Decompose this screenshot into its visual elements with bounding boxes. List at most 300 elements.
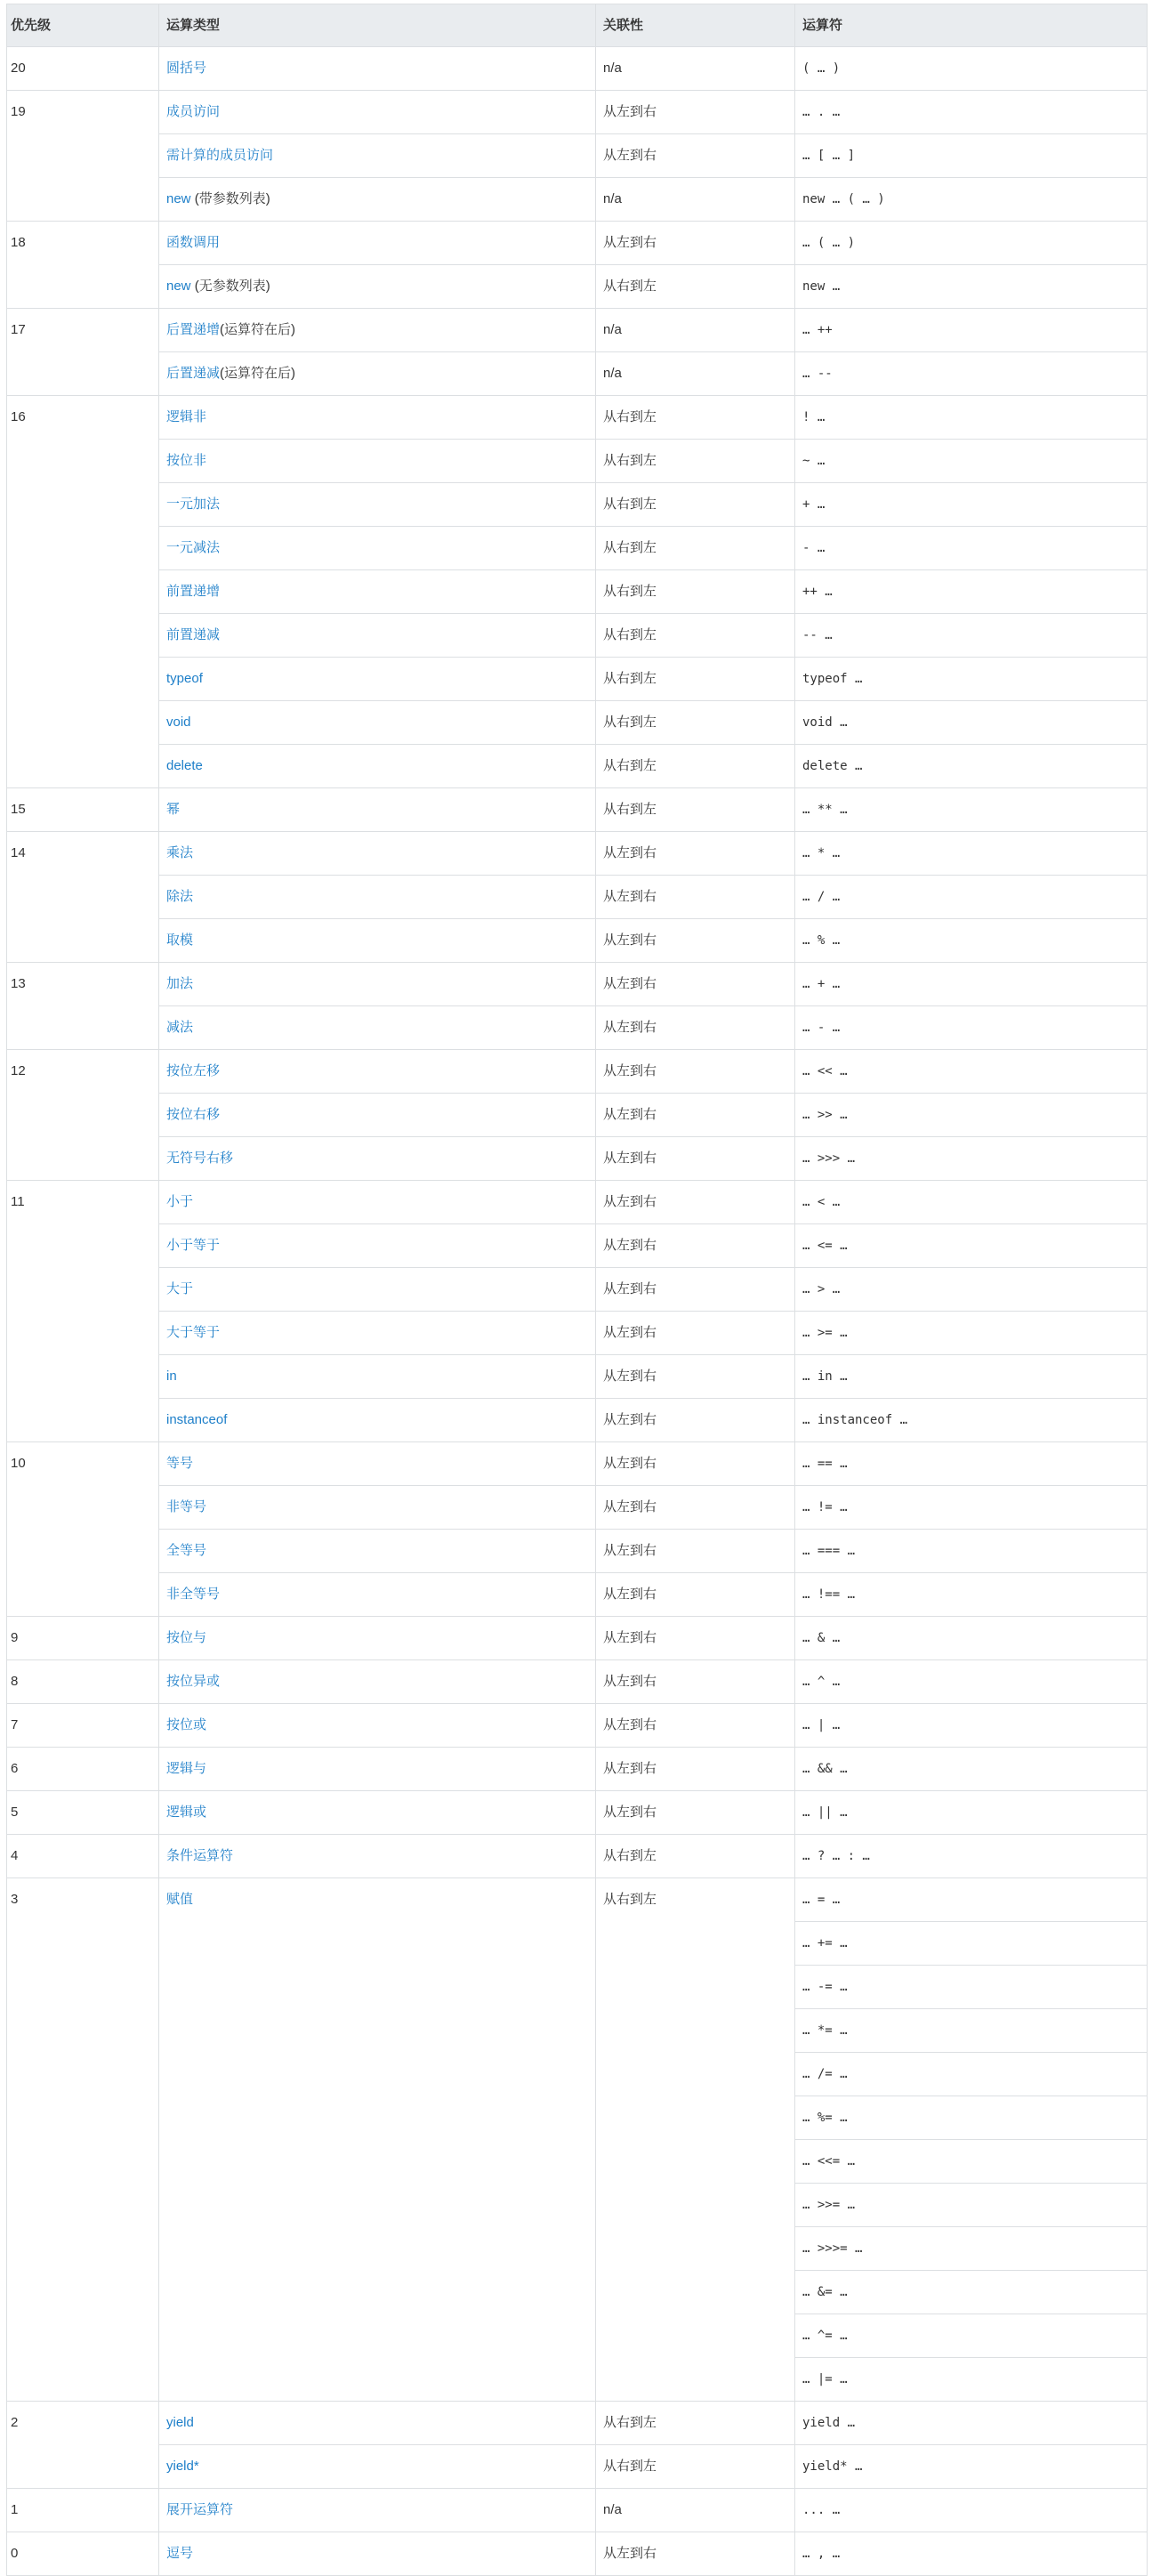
- operation-type-link[interactable]: yield: [166, 2415, 194, 2430]
- operation-type-link[interactable]: 函数调用: [166, 235, 221, 250]
- operation-type-suffix: (运算符在后): [220, 366, 296, 381]
- table-row: [7, 483, 1148, 527]
- operator-code: … !== …: [802, 1587, 856, 1602]
- operator-cell: [795, 483, 1148, 527]
- operation-type-cell: [159, 2532, 596, 2576]
- priority-cell: 3: [7, 1878, 159, 2402]
- operation-type-link[interactable]: 赋值: [166, 1892, 194, 1907]
- operation-type-cell: [159, 2489, 596, 2532]
- operator-cell: [795, 1355, 1148, 1399]
- operator-cell: [795, 222, 1148, 265]
- operation-type-cell: [159, 1486, 596, 1530]
- operation-type-link[interactable]: 逻辑非: [166, 409, 207, 424]
- operator-code: ! …: [802, 410, 826, 424]
- operation-type-cell: [159, 1006, 596, 1050]
- operation-type-link[interactable]: 按位左移: [166, 1063, 221, 1078]
- operation-type-link[interactable]: 大于等于: [166, 1325, 221, 1340]
- operator-cell: [795, 2140, 1148, 2184]
- associativity-cell: n/a: [596, 47, 795, 91]
- operator-code: … & …: [802, 1631, 841, 1645]
- operator-cell: [795, 1486, 1148, 1530]
- operator-cell: [795, 876, 1148, 919]
- operator-cell: [795, 2227, 1148, 2271]
- operator-code: … instanceof …: [802, 1413, 908, 1427]
- associativity-cell: 从左到右: [596, 1791, 795, 1835]
- operator-cell: [795, 1312, 1148, 1355]
- col-header-operator: 运算符: [795, 4, 1148, 47]
- priority-cell: 16: [7, 396, 159, 788]
- operator-cell: [795, 91, 1148, 134]
- table-row: [7, 1268, 1148, 1312]
- operator-cell: [795, 1006, 1148, 1050]
- operator-cell: [795, 309, 1148, 352]
- associativity-cell: 从左到右: [596, 222, 795, 265]
- associativity-cell: 从左到右: [596, 1137, 795, 1181]
- operator-cell: [795, 1922, 1148, 1966]
- priority-cell: 19: [7, 91, 159, 222]
- operation-type-cell: [159, 1355, 596, 1399]
- associativity-cell: 从右到左: [596, 658, 795, 701]
- associativity-cell: 从右到左: [596, 614, 795, 658]
- operator-cell: [795, 1224, 1148, 1268]
- operation-type-link[interactable]: 无符号右移: [166, 1151, 234, 1166]
- operation-type-cell: [159, 1268, 596, 1312]
- operation-type-link[interactable]: typeof: [166, 671, 203, 686]
- operator-cell: [795, 919, 1148, 963]
- table-row: [7, 396, 1148, 440]
- operation-type-link[interactable]: 条件运算符: [166, 1848, 234, 1863]
- operator-code: … != …: [802, 1500, 848, 1514]
- operation-type-link[interactable]: 取模: [166, 933, 194, 948]
- col-header-priority: 优先级: [7, 4, 159, 47]
- operator-code: … <= …: [802, 1239, 848, 1253]
- operator-code: … == …: [802, 1457, 848, 1471]
- associativity-cell: 从左到右: [596, 1704, 795, 1748]
- operator-cell: [795, 47, 1148, 91]
- operation-type-link[interactable]: 非等号: [166, 1499, 207, 1514]
- operation-type-link[interactable]: 幂: [166, 802, 181, 817]
- operation-type-cell: [159, 483, 596, 527]
- operator-code: … --: [802, 367, 833, 381]
- table-row: [7, 134, 1148, 178]
- operator-code: … , …: [802, 2547, 841, 2561]
- operator-code: … >>>= …: [802, 2241, 863, 2256]
- operator-code: … ? … : …: [802, 1849, 870, 1863]
- table-row: [7, 2445, 1148, 2489]
- operator-code: … ** …: [802, 803, 848, 817]
- operation-type-cell: [159, 1704, 596, 1748]
- associativity-cell: 从右到左: [596, 1878, 795, 2402]
- operator-cell: [795, 1442, 1148, 1486]
- operator-cell: [795, 440, 1148, 483]
- associativity-cell: 从左到右: [596, 1573, 795, 1617]
- table-row: [7, 2489, 1148, 2532]
- operator-code: … . …: [802, 105, 841, 119]
- operator-code: … > …: [802, 1282, 841, 1296]
- associativity-cell: 从左到右: [596, 832, 795, 876]
- operation-type-cell: [159, 222, 596, 265]
- operator-cell: [795, 2096, 1148, 2140]
- operator-code: … || …: [802, 1805, 848, 1820]
- operation-type-link[interactable]: 一元减法: [166, 540, 221, 555]
- operation-type-link[interactable]: 大于: [166, 1281, 194, 1296]
- operator-cell: [795, 1835, 1148, 1878]
- table-row: [7, 570, 1148, 614]
- operation-type-link[interactable]: 加法: [166, 976, 194, 991]
- table-row: [7, 1224, 1148, 1268]
- operation-type-cell: [159, 1312, 596, 1355]
- operation-type-link[interactable]: 成员访问: [166, 104, 221, 119]
- associativity-cell: 从右到左: [596, 396, 795, 440]
- operation-type-link[interactable]: 后置递减: [166, 366, 221, 381]
- operation-type-link[interactable]: yield*: [166, 2459, 199, 2474]
- associativity-cell: 从左到右: [596, 1530, 795, 1573]
- operation-type-link[interactable]: 乘法: [166, 845, 194, 860]
- operator-code: … ++: [802, 323, 833, 337]
- operator-code: … -= …: [802, 1980, 848, 1994]
- table-row: [7, 1617, 1148, 1660]
- table-header: [7, 4, 1148, 47]
- priority-cell: 7: [7, 1704, 159, 1748]
- table-row: [7, 1312, 1148, 1355]
- operation-type-cell: [159, 178, 596, 222]
- operation-type-link[interactable]: 前置递减: [166, 627, 221, 642]
- operator-cell: [795, 134, 1148, 178]
- priority-cell: 20: [7, 47, 159, 91]
- operator-code: -- …: [802, 628, 833, 642]
- associativity-cell: 从右到左: [596, 745, 795, 788]
- operation-type-cell: [159, 265, 596, 309]
- operation-type-link[interactable]: 按位与: [166, 1630, 207, 1645]
- operator-cell: [795, 1617, 1148, 1660]
- table-row: [7, 527, 1148, 570]
- operator-code: … % …: [802, 933, 841, 948]
- operator-code: … /= …: [802, 2067, 848, 2081]
- associativity-cell: 从左到右: [596, 1486, 795, 1530]
- operation-type-link[interactable]: 等号: [166, 1456, 194, 1471]
- operation-type-cell: [159, 788, 596, 832]
- associativity-cell: 从右到左: [596, 788, 795, 832]
- operator-cell: [795, 2314, 1148, 2358]
- table-row: [7, 1791, 1148, 1835]
- table-row: [7, 963, 1148, 1006]
- operation-type-link[interactable]: 减法: [166, 1020, 194, 1035]
- associativity-cell: 从左到右: [596, 1399, 795, 1442]
- operator-code: … === …: [802, 1544, 856, 1558]
- operator-cell: [795, 745, 1148, 788]
- operator-cell: [795, 788, 1148, 832]
- operator-code: … &= …: [802, 2285, 848, 2299]
- associativity-cell: 从右到左: [596, 1835, 795, 1878]
- operation-type-link[interactable]: 除法: [166, 889, 194, 904]
- table-row: [7, 2532, 1148, 2576]
- operator-cell: [795, 1094, 1148, 1137]
- table-row: [7, 1660, 1148, 1704]
- table-row: [7, 178, 1148, 222]
- operation-type-link[interactable]: 小于等于: [166, 1238, 221, 1253]
- operation-type-link[interactable]: 前置递增: [166, 584, 221, 599]
- operation-type-cell: [159, 832, 596, 876]
- table-row: [7, 919, 1148, 963]
- operation-type-suffix: (运算符在后): [220, 322, 296, 337]
- operation-type-cell: [159, 309, 596, 352]
- operator-cell: [795, 1268, 1148, 1312]
- operator-code: … >>= …: [802, 2198, 856, 2212]
- operator-code: … - …: [802, 1021, 841, 1035]
- operator-cell: [795, 352, 1148, 396]
- table-row: [7, 222, 1148, 265]
- operator-code: void …: [802, 715, 848, 730]
- operation-type-cell: [159, 1530, 596, 1573]
- operator-code: … in …: [802, 1369, 848, 1384]
- operation-type-link[interactable]: new: [166, 279, 191, 294]
- operator-cell: [795, 1399, 1148, 1442]
- operator-code: … * …: [802, 846, 841, 860]
- associativity-cell: 从左到右: [596, 963, 795, 1006]
- table-row: [7, 1094, 1148, 1137]
- table-row: [7, 658, 1148, 701]
- associativity-cell: n/a: [596, 309, 795, 352]
- operation-type-link[interactable]: void: [166, 715, 191, 730]
- table-row: [7, 1835, 1148, 1878]
- table-row: [7, 47, 1148, 91]
- operator-code: - …: [802, 541, 826, 555]
- precedence-table-body: [7, 47, 1148, 2576]
- associativity-cell: n/a: [596, 2489, 795, 2532]
- operation-type-cell: [159, 1573, 596, 1617]
- operation-type-cell: [159, 1224, 596, 1268]
- operation-type-cell: [159, 2402, 596, 2445]
- operation-type-link[interactable]: 逻辑或: [166, 1805, 207, 1820]
- associativity-cell: 从左到右: [596, 1355, 795, 1399]
- table-row: [7, 1748, 1148, 1791]
- operation-type-link[interactable]: 小于: [166, 1194, 194, 1209]
- operator-code: + …: [802, 497, 826, 512]
- table-row: [7, 91, 1148, 134]
- operation-type-link[interactable]: 展开运算符: [166, 2502, 234, 2517]
- operator-code: delete …: [802, 759, 863, 773]
- operation-type-cell: [159, 1617, 596, 1660]
- operator-cell: [795, 570, 1148, 614]
- operator-cell: [795, 1748, 1148, 1791]
- operator-cell: [795, 1530, 1148, 1573]
- table-row: [7, 614, 1148, 658]
- operation-type-cell: [159, 47, 596, 91]
- operator-cell: [795, 1791, 1148, 1835]
- operation-type-cell: [159, 1050, 596, 1094]
- operation-type-cell: [159, 1878, 596, 2402]
- associativity-cell: 从左到右: [596, 1006, 795, 1050]
- table-row: [7, 701, 1148, 745]
- associativity-cell: 从右到左: [596, 701, 795, 745]
- table-row: [7, 1050, 1148, 1094]
- operation-type-cell: [159, 614, 596, 658]
- associativity-cell: 从左到右: [596, 1442, 795, 1486]
- table-row: [7, 832, 1148, 876]
- col-header-operation-type: 运算类型: [159, 4, 596, 47]
- priority-cell: 10: [7, 1442, 159, 1617]
- table-row: [7, 1530, 1148, 1573]
- operation-type-cell: [159, 919, 596, 963]
- operation-type-link[interactable]: 逗号: [166, 2546, 194, 2561]
- operation-type-cell: [159, 876, 596, 919]
- associativity-cell: 从左到右: [596, 1050, 795, 1094]
- operator-cell: [795, 701, 1148, 745]
- operation-type-cell: [159, 2445, 596, 2489]
- operator-cell: [795, 658, 1148, 701]
- operator-cell: [795, 2184, 1148, 2227]
- associativity-cell: 从左到右: [596, 1224, 795, 1268]
- table-row: [7, 1573, 1148, 1617]
- associativity-cell: 从左到右: [596, 1312, 795, 1355]
- operation-type-cell: [159, 1399, 596, 1442]
- operation-type-link[interactable]: 一元加法: [166, 497, 221, 512]
- operator-cell: [795, 396, 1148, 440]
- priority-cell: 15: [7, 788, 159, 832]
- operation-type-suffix: (带参数列表): [190, 191, 270, 206]
- priority-cell: 2: [7, 2402, 159, 2489]
- operation-type-cell: [159, 963, 596, 1006]
- table-row: [7, 440, 1148, 483]
- header-row: [7, 4, 1148, 47]
- associativity-cell: 从左到右: [596, 1748, 795, 1791]
- associativity-cell: 从左到右: [596, 876, 795, 919]
- table-row: [7, 1006, 1148, 1050]
- operation-type-link[interactable]: instanceof: [166, 1412, 228, 1427]
- associativity-cell: 从左到右: [596, 1181, 795, 1224]
- operation-type-cell: [159, 1835, 596, 1878]
- operation-type-link[interactable]: 按位右移: [166, 1107, 221, 1122]
- operation-type-link[interactable]: 全等号: [166, 1543, 207, 1558]
- operation-type-cell: [159, 570, 596, 614]
- priority-cell: 11: [7, 1181, 159, 1442]
- associativity-cell: 从左到右: [596, 1617, 795, 1660]
- associativity-cell: 从左到右: [596, 919, 795, 963]
- operation-type-link[interactable]: new: [166, 191, 191, 206]
- operator-cell: [795, 2271, 1148, 2314]
- associativity-cell: n/a: [596, 178, 795, 222]
- associativity-cell: 从右到左: [596, 2445, 795, 2489]
- priority-cell: 18: [7, 222, 159, 309]
- table-row: [7, 1704, 1148, 1748]
- operation-type-link[interactable]: 后置递增: [166, 322, 221, 337]
- operator-code: ++ …: [802, 585, 833, 599]
- operator-cell: [795, 178, 1148, 222]
- operator-cell: [795, 614, 1148, 658]
- priority-cell: 17: [7, 309, 159, 396]
- operator-code: … ^ …: [802, 1675, 841, 1689]
- associativity-cell: n/a: [596, 352, 795, 396]
- operator-code: … + …: [802, 977, 841, 991]
- operator-cell: [795, 2489, 1148, 2532]
- operator-cell: [795, 1660, 1148, 1704]
- table-row: [7, 1442, 1148, 1486]
- operator-code: ~ …: [802, 454, 826, 468]
- associativity-cell: 从左到右: [596, 2532, 795, 2576]
- operation-type-cell: [159, 1660, 596, 1704]
- operator-cell: [795, 1050, 1148, 1094]
- operation-type-link[interactable]: delete: [166, 758, 203, 773]
- operator-cell: [795, 1573, 1148, 1617]
- priority-cell: 14: [7, 832, 159, 963]
- operation-type-cell: [159, 1137, 596, 1181]
- operation-type-cell: [159, 396, 596, 440]
- operator-cell: [795, 963, 1148, 1006]
- associativity-cell: 从右到左: [596, 527, 795, 570]
- operation-type-link[interactable]: 逻辑与: [166, 1761, 207, 1776]
- operation-type-cell: [159, 1748, 596, 1791]
- operation-type-cell: [159, 1094, 596, 1137]
- operator-code: … += …: [802, 1936, 848, 1950]
- associativity-cell: 从左到右: [596, 1268, 795, 1312]
- table-row: [7, 1399, 1148, 1442]
- operator-code: … %= …: [802, 2111, 848, 2125]
- priority-cell: 4: [7, 1835, 159, 1878]
- associativity-cell: 从右到左: [596, 483, 795, 527]
- operator-code: … ( … ): [802, 236, 856, 250]
- operation-type-link[interactable]: 非全等号: [166, 1587, 221, 1602]
- operator-code: … *= …: [802, 2023, 848, 2038]
- operation-type-link[interactable]: 需计算的成员访问: [166, 148, 274, 163]
- operator-cell: [795, 2009, 1148, 2053]
- operation-type-cell: [159, 527, 596, 570]
- operation-type-link[interactable]: 按位或: [166, 1717, 207, 1732]
- priority-cell: 9: [7, 1617, 159, 1660]
- table-row: [7, 1137, 1148, 1181]
- operator-code: … < …: [802, 1195, 841, 1209]
- operator-cell: [795, 527, 1148, 570]
- operator-code: ( … ): [802, 61, 841, 76]
- associativity-cell: 从右到左: [596, 265, 795, 309]
- operator-cell: [795, 2532, 1148, 2576]
- operator-code: … = …: [802, 1893, 841, 1907]
- operator-code: yield* …: [802, 2459, 863, 2474]
- col-header-associativity: 关联性: [596, 4, 795, 47]
- table-row: [7, 1486, 1148, 1530]
- operation-type-cell: [159, 134, 596, 178]
- operator-code: … | …: [802, 1718, 841, 1732]
- operator-cell: [795, 2358, 1148, 2402]
- operator-code: … [ … ]: [802, 149, 856, 163]
- operator-code: ... …: [802, 2503, 841, 2517]
- operation-type-cell: [159, 1181, 596, 1224]
- operator-cell: [795, 1966, 1148, 2009]
- operator-code: yield …: [802, 2416, 856, 2430]
- operator-code: new … ( … ): [802, 192, 885, 206]
- table-row: [7, 1181, 1148, 1224]
- operator-code: typeof …: [802, 672, 863, 686]
- operator-cell: [795, 832, 1148, 876]
- priority-cell: 12: [7, 1050, 159, 1181]
- operator-cell: [795, 265, 1148, 309]
- operation-type-cell: [159, 440, 596, 483]
- operator-code: … <<= …: [802, 2154, 856, 2168]
- operator-cell: [795, 1137, 1148, 1181]
- operation-type-link[interactable]: 按位异或: [166, 1674, 221, 1689]
- operation-type-link[interactable]: 圆括号: [166, 61, 207, 76]
- associativity-cell: 从右到左: [596, 440, 795, 483]
- priority-cell: 6: [7, 1748, 159, 1791]
- operator-code: … ^= …: [802, 2329, 848, 2343]
- operation-type-link[interactable]: 按位非: [166, 453, 207, 468]
- associativity-cell: 从左到右: [596, 91, 795, 134]
- table-row: [7, 1878, 1148, 1922]
- operator-cell: [795, 1704, 1148, 1748]
- operation-type-link[interactable]: in: [166, 1369, 177, 1384]
- table-row: [7, 309, 1148, 352]
- operation-type-cell: [159, 91, 596, 134]
- operation-type-cell: [159, 745, 596, 788]
